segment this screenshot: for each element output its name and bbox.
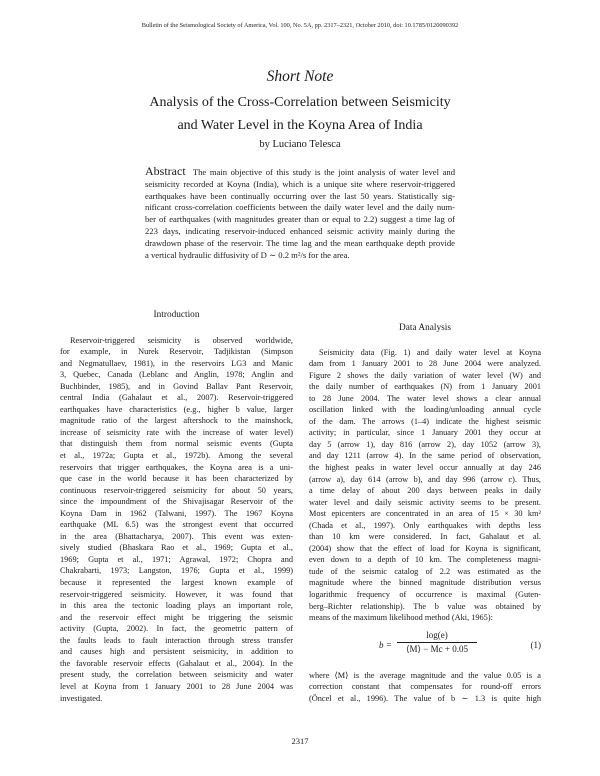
abstract-line: a vertical hydraulic diffusivity of D ∼ 0.2 m²/s for the area. xyxy=(145,249,350,260)
introduction-line: earthquake (ML 6.5) was the strongest event that occurred xyxy=(60,520,293,530)
data-analysis-line: (arrow a), day 614 (arrow b), and day 996 (arrow c). Thus, xyxy=(309,474,541,484)
data-analysis-line: and day 1211 (arrow 4). In the same period of observation, xyxy=(309,451,541,461)
equation-denominator: ⟨M⟩ − Mc + 0.05 xyxy=(406,644,468,655)
data-analysis-line: Seismicity data (Fig. 1) and daily water level at Koyna xyxy=(319,347,541,357)
introduction-line: activity (Gupta, 2002). In fact, the geometric pattern of xyxy=(60,624,293,634)
data-analysis-line: day 5 (arrow 1), day 816 (arrow 2), day 1052 (arrow 3), xyxy=(309,439,541,449)
data-analysis-line: a time delay of about 200 days between peaks in daily xyxy=(309,486,541,496)
data-analysis-line: tude of the seismic catalog of 2.2 was estimated as the xyxy=(309,566,541,576)
equation-1 xyxy=(309,628,541,668)
data-analysis-line: oscillation linked with the loading/unloading annual cycle xyxy=(309,405,541,415)
abstract-line: Abstract The main objective of this study is the joint analysis of water level and xyxy=(145,164,455,178)
data-analysis-line: activity; in particular, since 1 January 2001 they occur at xyxy=(309,428,541,438)
abstract-line: 223 days, indicating reservoir-induced enhanced seismic activity mainly during the xyxy=(145,225,455,236)
abstract-line: drawdown phase of the reservoir. The time lag and the mean earthquake depth provide xyxy=(145,237,455,248)
introduction-line: Reservoir-triggered seismicity is observed worldwide, xyxy=(70,335,293,345)
data-analysis-line: (Öncel et al., 1996). The value of b ∼ 1.3 is quite high xyxy=(309,693,541,703)
introduction-line: for example, in Nurek Reservoir, Tadjikistan (Simpson xyxy=(60,347,293,357)
data-analysis-body-continued xyxy=(309,670,541,705)
introduction-line: earthquakes have characteristics (e.g., higher b value, larger xyxy=(60,404,293,414)
data-analysis-line: Most epicenters are concentrated in an area of 15 × 30 km² xyxy=(309,509,541,519)
data-analysis-line: Figure 2 shows the daily variation of water level (W) and xyxy=(309,370,541,380)
introduction-column xyxy=(60,310,293,704)
title-line: Analysis of the Cross-Correlation between Seismicity xyxy=(149,95,451,110)
introduction-line: investigated. xyxy=(60,693,103,703)
article-type-label: Short Note xyxy=(266,68,334,85)
data-analysis-line: means of the maximum likelihood method (Aki, 1965): xyxy=(309,613,493,623)
introduction-line: que case in the world because it has been characterized by xyxy=(60,474,293,484)
data-analysis-line: the highest peaks in water level occur annually at day 246 xyxy=(309,463,541,473)
equation-fraction xyxy=(397,630,477,656)
introduction-line: Chakrabarti, 1973; Langston, 1976; Gupta et al., 1999) xyxy=(60,566,293,576)
data-analysis-heading: Data Analysis xyxy=(399,323,451,333)
abstract-block xyxy=(145,166,455,261)
introduction-line: sively studied (Bhaskara Rao et al., 1969; Gupta et al., xyxy=(60,543,293,553)
introduction-line: 3, Quebec, Canada (Leblanc and Anglin, 1978; Anglin and xyxy=(60,370,293,380)
introduction-heading: Introduction xyxy=(153,310,200,320)
data-analysis-line: magnitude where the binned magnitude distribution versus xyxy=(309,578,541,588)
abstract-line: seismicity recorded at Koyna (India), which is a unique site where reservoir-triggered xyxy=(145,178,455,189)
abstract-line: earthquakes have been continually occurring over the last 50 years. Statistically sig- xyxy=(145,190,455,201)
introduction-line: and Negmatullaev, 1981), in the reservoirs LG3 and Manic xyxy=(60,358,293,368)
abstract-line: nificant cross-correlation coefficients between the daily water level and the daily num- xyxy=(145,202,455,213)
introduction-line: that distinguish them from normal seismic events (Gupta xyxy=(60,439,293,449)
introduction-line: Buchbinder, 1985), and in Govind Ballav Pant Reservoir, xyxy=(60,381,293,391)
introduction-line: the faults leads to fault interaction through stress transfer xyxy=(60,635,293,645)
journal-citation-header: Bulletin of the Seismological Society of America, Vol. 100, No. 5A, pp. 2317–2321, October 2010, doi: 10.1785/0120090392 xyxy=(141,22,459,29)
introduction-line: in this area the tectonic loading plays an important role, xyxy=(60,601,293,611)
abstract-line: ber of earthquakes (with magnitudes greater than or equal to 2.2) suggest a time lag of xyxy=(145,214,455,225)
introduction-line: and the reservoir effect might be triggering the seismic xyxy=(60,612,293,622)
data-analysis-body xyxy=(309,347,541,624)
equation-lhs: b = xyxy=(379,639,392,650)
data-analysis-line: (Chada et al., 1997). Only earthquakes with depths less xyxy=(309,520,541,530)
equation-number: (1) xyxy=(530,639,541,650)
data-analysis-line: the daily number of earthquakes (N) from 1 January 2001 xyxy=(309,382,541,392)
introduction-line: because it represented the largest known example of xyxy=(60,578,293,588)
data-analysis-line: (2004) show that the effect of load for Koyna is significant, xyxy=(309,543,541,553)
introduction-line: increase of seismicity rate with the increase of water level) xyxy=(60,427,293,437)
introduction-line: et al., 1972a; Gupta et al., 1972b). Among the several xyxy=(60,451,293,461)
data-analysis-line: where ⟨M⟩ is the average magnitude and the value 0.05 is a xyxy=(309,670,541,680)
data-analysis-line: to 28 June 2004. The water level shows a clear annual xyxy=(309,393,541,403)
article-title xyxy=(0,91,600,137)
introduction-body xyxy=(60,335,293,705)
introduction-line: Koyna Dam in 1962 (Talwani, 1997). The 1967 Koyna xyxy=(60,508,293,518)
introduction-line: since the impoundment of the Shivajisagar Reservoir of the xyxy=(60,497,293,507)
introduction-line: continuous reservoir-triggered seismicity for about 50 years, xyxy=(60,485,293,495)
data-analysis-line: than 10 km were considered. In fact, Gahalaut et al. xyxy=(309,532,541,542)
data-analysis-line: even down to a depth of 10 km. The completeness magni- xyxy=(309,555,541,565)
introduction-line: central India (Gahalaut et al., 2007). Reservoir-triggered xyxy=(60,393,293,403)
introduction-line: level at Koyna from 1 January 2001 to 28 June 2004 was xyxy=(60,681,293,691)
introduction-line: reservoirs that trigger earthquakes, the Koyna area is a uni- xyxy=(60,462,293,472)
data-analysis-line: water level and daily seismic activity seems to be present. xyxy=(309,497,541,507)
introduction-line: and causes high and persistent seismicity, in addition to xyxy=(60,647,293,657)
abstract-label: Abstract xyxy=(145,164,186,178)
introduction-line: reservoir-triggered seismicity. However, it was found that xyxy=(60,589,293,599)
data-analysis-line: of the dam. The arrows (1–4) indicate the highest seismic xyxy=(309,416,541,426)
data-analysis-line: logarithmic frequency of occurrence is maximal (Guten- xyxy=(309,590,541,600)
author-byline: by Luciano Telesca xyxy=(259,139,341,150)
data-analysis-line: correction constant that compensates for round-off errors xyxy=(309,682,541,692)
introduction-line: the favorable reservoir effects (Gahalaut et al., 2004). In the xyxy=(60,658,293,668)
title-line: and Water Level in the Koyna Area of India xyxy=(177,118,423,133)
introduction-line: magnitude ratio of the largest aftershock to the mainshock, xyxy=(60,416,293,426)
data-analysis-line: berg–Richter relationship). The b value was obtained by xyxy=(309,601,541,611)
data-analysis-line: dam from 1 January 2001 to 28 June 2004 were analyzed. xyxy=(309,359,541,369)
introduction-line: in the area (Bhattacharya, 2007). This event was exten- xyxy=(60,531,293,541)
equation-numerator: log(e) xyxy=(397,630,477,644)
introduction-line: 1969; Gupta et al., 1971; Agrawal, 1972; Chopra and xyxy=(60,554,293,564)
introduction-line: present study, the correlation between seismicity and water xyxy=(60,670,293,680)
data-analysis-column xyxy=(309,323,541,704)
page-number: 2317 xyxy=(291,736,309,746)
